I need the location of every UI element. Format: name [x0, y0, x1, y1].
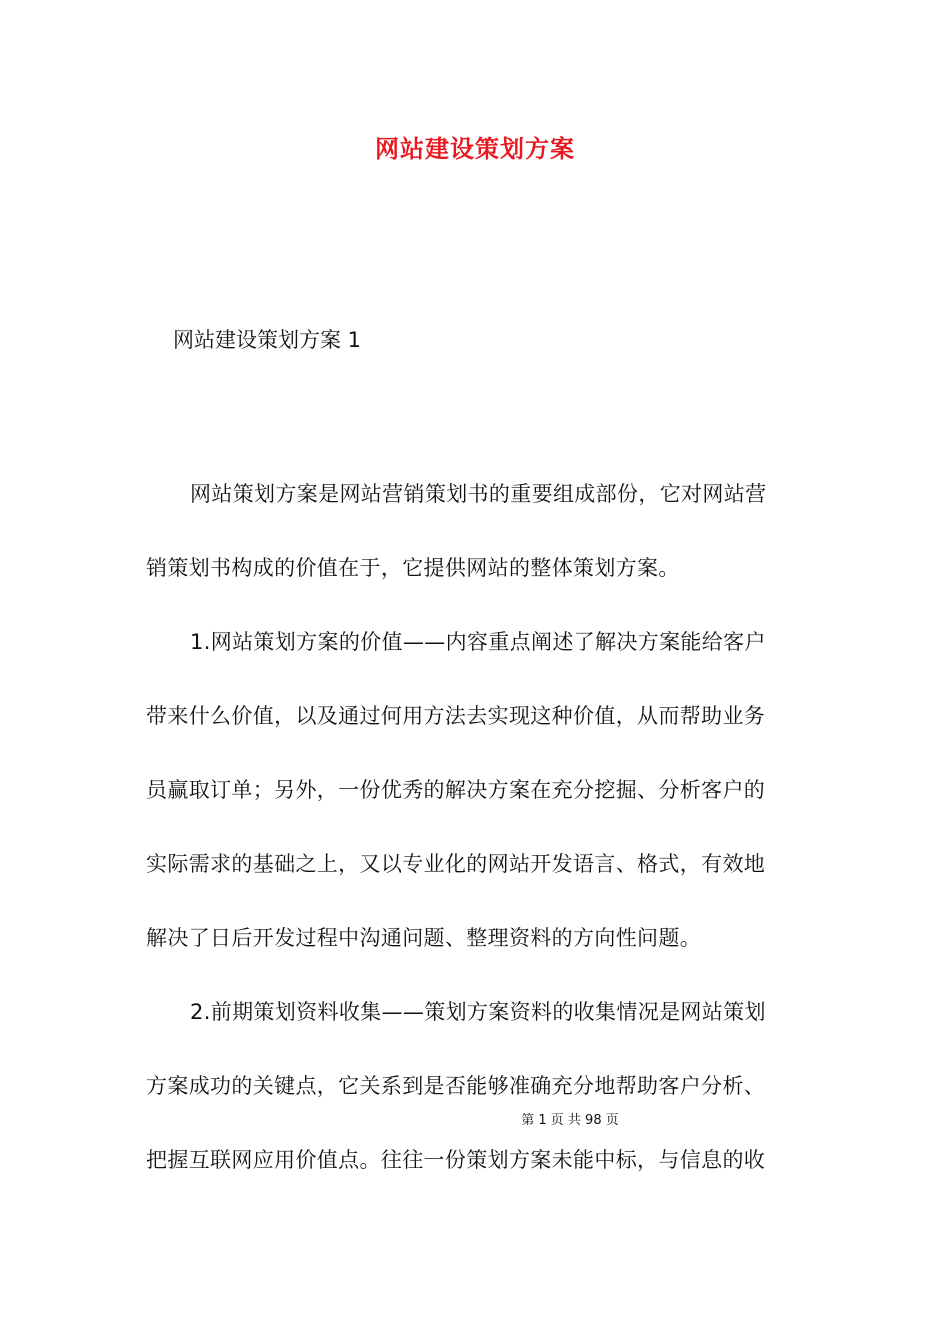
paragraph-line: 方案成功的关键点，它关系到是否能够准确充分地帮助客户分析、	[146, 1074, 766, 1098]
paragraph-line: 解决了日后开发过程中沟通问题、整理资料的方向性问题。	[146, 926, 702, 950]
paragraph-line: 2.前期策划资料收集——策划方案资料的收集情况是网站策划	[190, 1000, 766, 1024]
paragraph-line: 销策划书构成的价值在于，它提供网站的整体策划方案。	[146, 556, 680, 580]
paragraph-line: 把握互联网应用价值点。往往一份策划方案未能中标，与信息的收	[146, 1148, 766, 1172]
page-footer: 第 1 页 共 98 页	[521, 1113, 619, 1128]
paragraph-line: 带来什么价值，以及通过何用方法去实现这种价值，从而帮助业务	[146, 704, 766, 728]
section-heading: 网站建设策划方案 1	[173, 328, 362, 352]
paragraph-line: 网站策划方案是网站营销策划书的重要组成部份，它对网站营	[190, 482, 767, 506]
paragraph-line: 员赢取订单；另外，一份优秀的解决方案在充分挖掘、分析客户的	[146, 778, 766, 802]
paragraph-line: 实际需求的基础之上，又以专业化的网站开发语言、格式，有效地	[146, 852, 766, 876]
document-title: 网站建设策划方案	[375, 135, 575, 163]
paragraph-line: 1.网站策划方案的价值——内容重点阐述了解决方案能给客户	[190, 630, 766, 654]
